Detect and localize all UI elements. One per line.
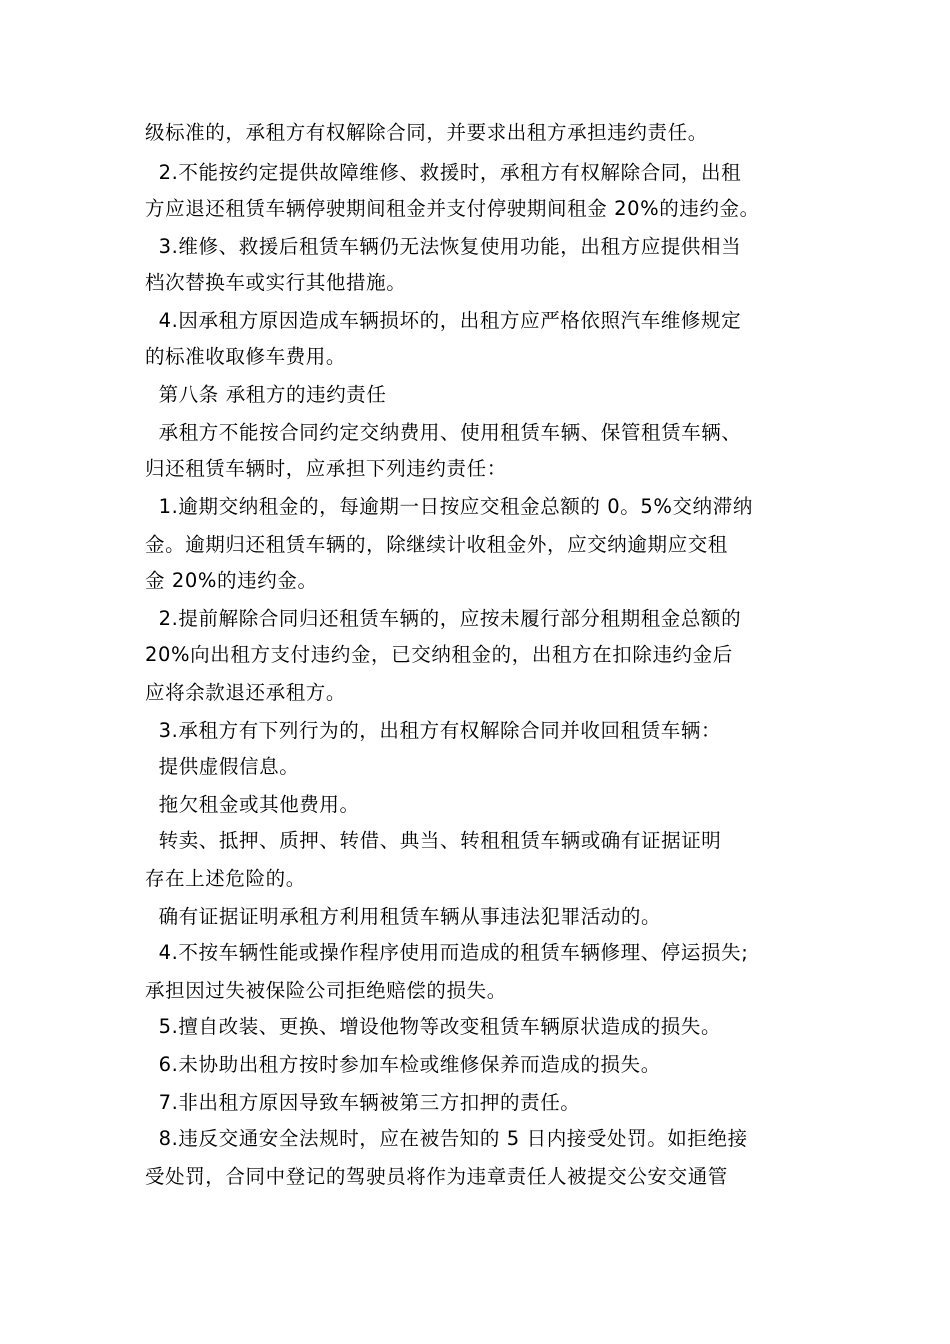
text-line: 承租方不能按合同约定交纳费用、使用租赁车辆、保管租赁车辆、 xyxy=(145,421,742,444)
text-line: 级标准的，承租方有权解除合同，并要求出租方承担违约责任。 xyxy=(145,121,708,144)
text-line: 1.逾期交纳租金的，每逾期一日按应交租金总额的 0。5%交纳滞纳 xyxy=(145,495,753,518)
text-line: 承担因过失被保险公司拒绝赔偿的损失。 xyxy=(145,979,507,1002)
text-line: 的标准收取修车费用。 xyxy=(145,345,347,368)
text-line: 提供虚假信息。 xyxy=(145,755,300,778)
text-line: 存在上述危险的。 xyxy=(145,867,306,890)
text-line: 7.非出租方原因导致车辆被第三方扣押的责任。 xyxy=(145,1091,581,1114)
text-line: 6.未协助出租方按时参加车检或维修保养而造成的损失。 xyxy=(145,1053,661,1076)
text-line: 受处罚，合同中登记的驾驶员将作为违章责任人被提交公安交通管 xyxy=(145,1165,728,1188)
text-line: 5.擅自改装、更换、增设他物等改变租赁车辆原状造成的损失。 xyxy=(145,1015,722,1038)
text-line: 3.维修、救援后租赁车辆仍无法恢复使用功能，出租方应提供相当 xyxy=(145,235,742,258)
text-line: 2.提前解除合同归还租赁车辆的，应按未履行部分租期租金总额的 xyxy=(145,607,742,630)
text-line: 归还租赁车辆时，应承担下列违约责任： xyxy=(145,457,507,480)
text-line: 金。逾期归还租赁车辆的，除继续计收租金外，应交纳逾期应交租 xyxy=(145,533,728,556)
text-line: 档次替换车或实行其他措施。 xyxy=(145,271,407,294)
section-heading: 第八条 承租方的违约责任 xyxy=(145,383,387,406)
text-line: 应将余款退还承租方。 xyxy=(145,681,347,704)
text-line: 4.因承租方原因造成车辆损坏的，出租方应严格依照汽车维修规定 xyxy=(145,309,742,332)
text-line: 2.不能按约定提供故障维修、救援时，承租方有权解除合同，出租 xyxy=(145,161,742,184)
text-line: 20%向出租方支付违约金，已交纳租金的，出租方在扣除违约金后 xyxy=(145,643,733,666)
text-line: 转卖、抵押、质押、转借、典当、转租租赁车辆或确有证据证明 xyxy=(145,829,722,852)
text-line: 确有证据证明承租方利用租赁车辆从事违法犯罪活动的。 xyxy=(145,905,662,928)
text-line: 8.违反交通安全法规时，应在被告知的 5 日内接受处罚。如拒绝接 xyxy=(145,1127,748,1150)
text-line: 4.不按车辆性能或操作程序使用而造成的租赁车辆修理、停运损失; xyxy=(145,941,749,964)
text-line: 拖欠租金或其他费用。 xyxy=(145,793,360,816)
text-line: 方应退还租赁车辆停驶期间租金并支付停驶期间租金 20%的违约金。 xyxy=(145,197,760,220)
text-line: 金 20%的违约金。 xyxy=(145,569,318,592)
text-line: 3.承租方有下列行为的，出租方有权解除合同并收回租赁车辆： xyxy=(145,719,722,742)
